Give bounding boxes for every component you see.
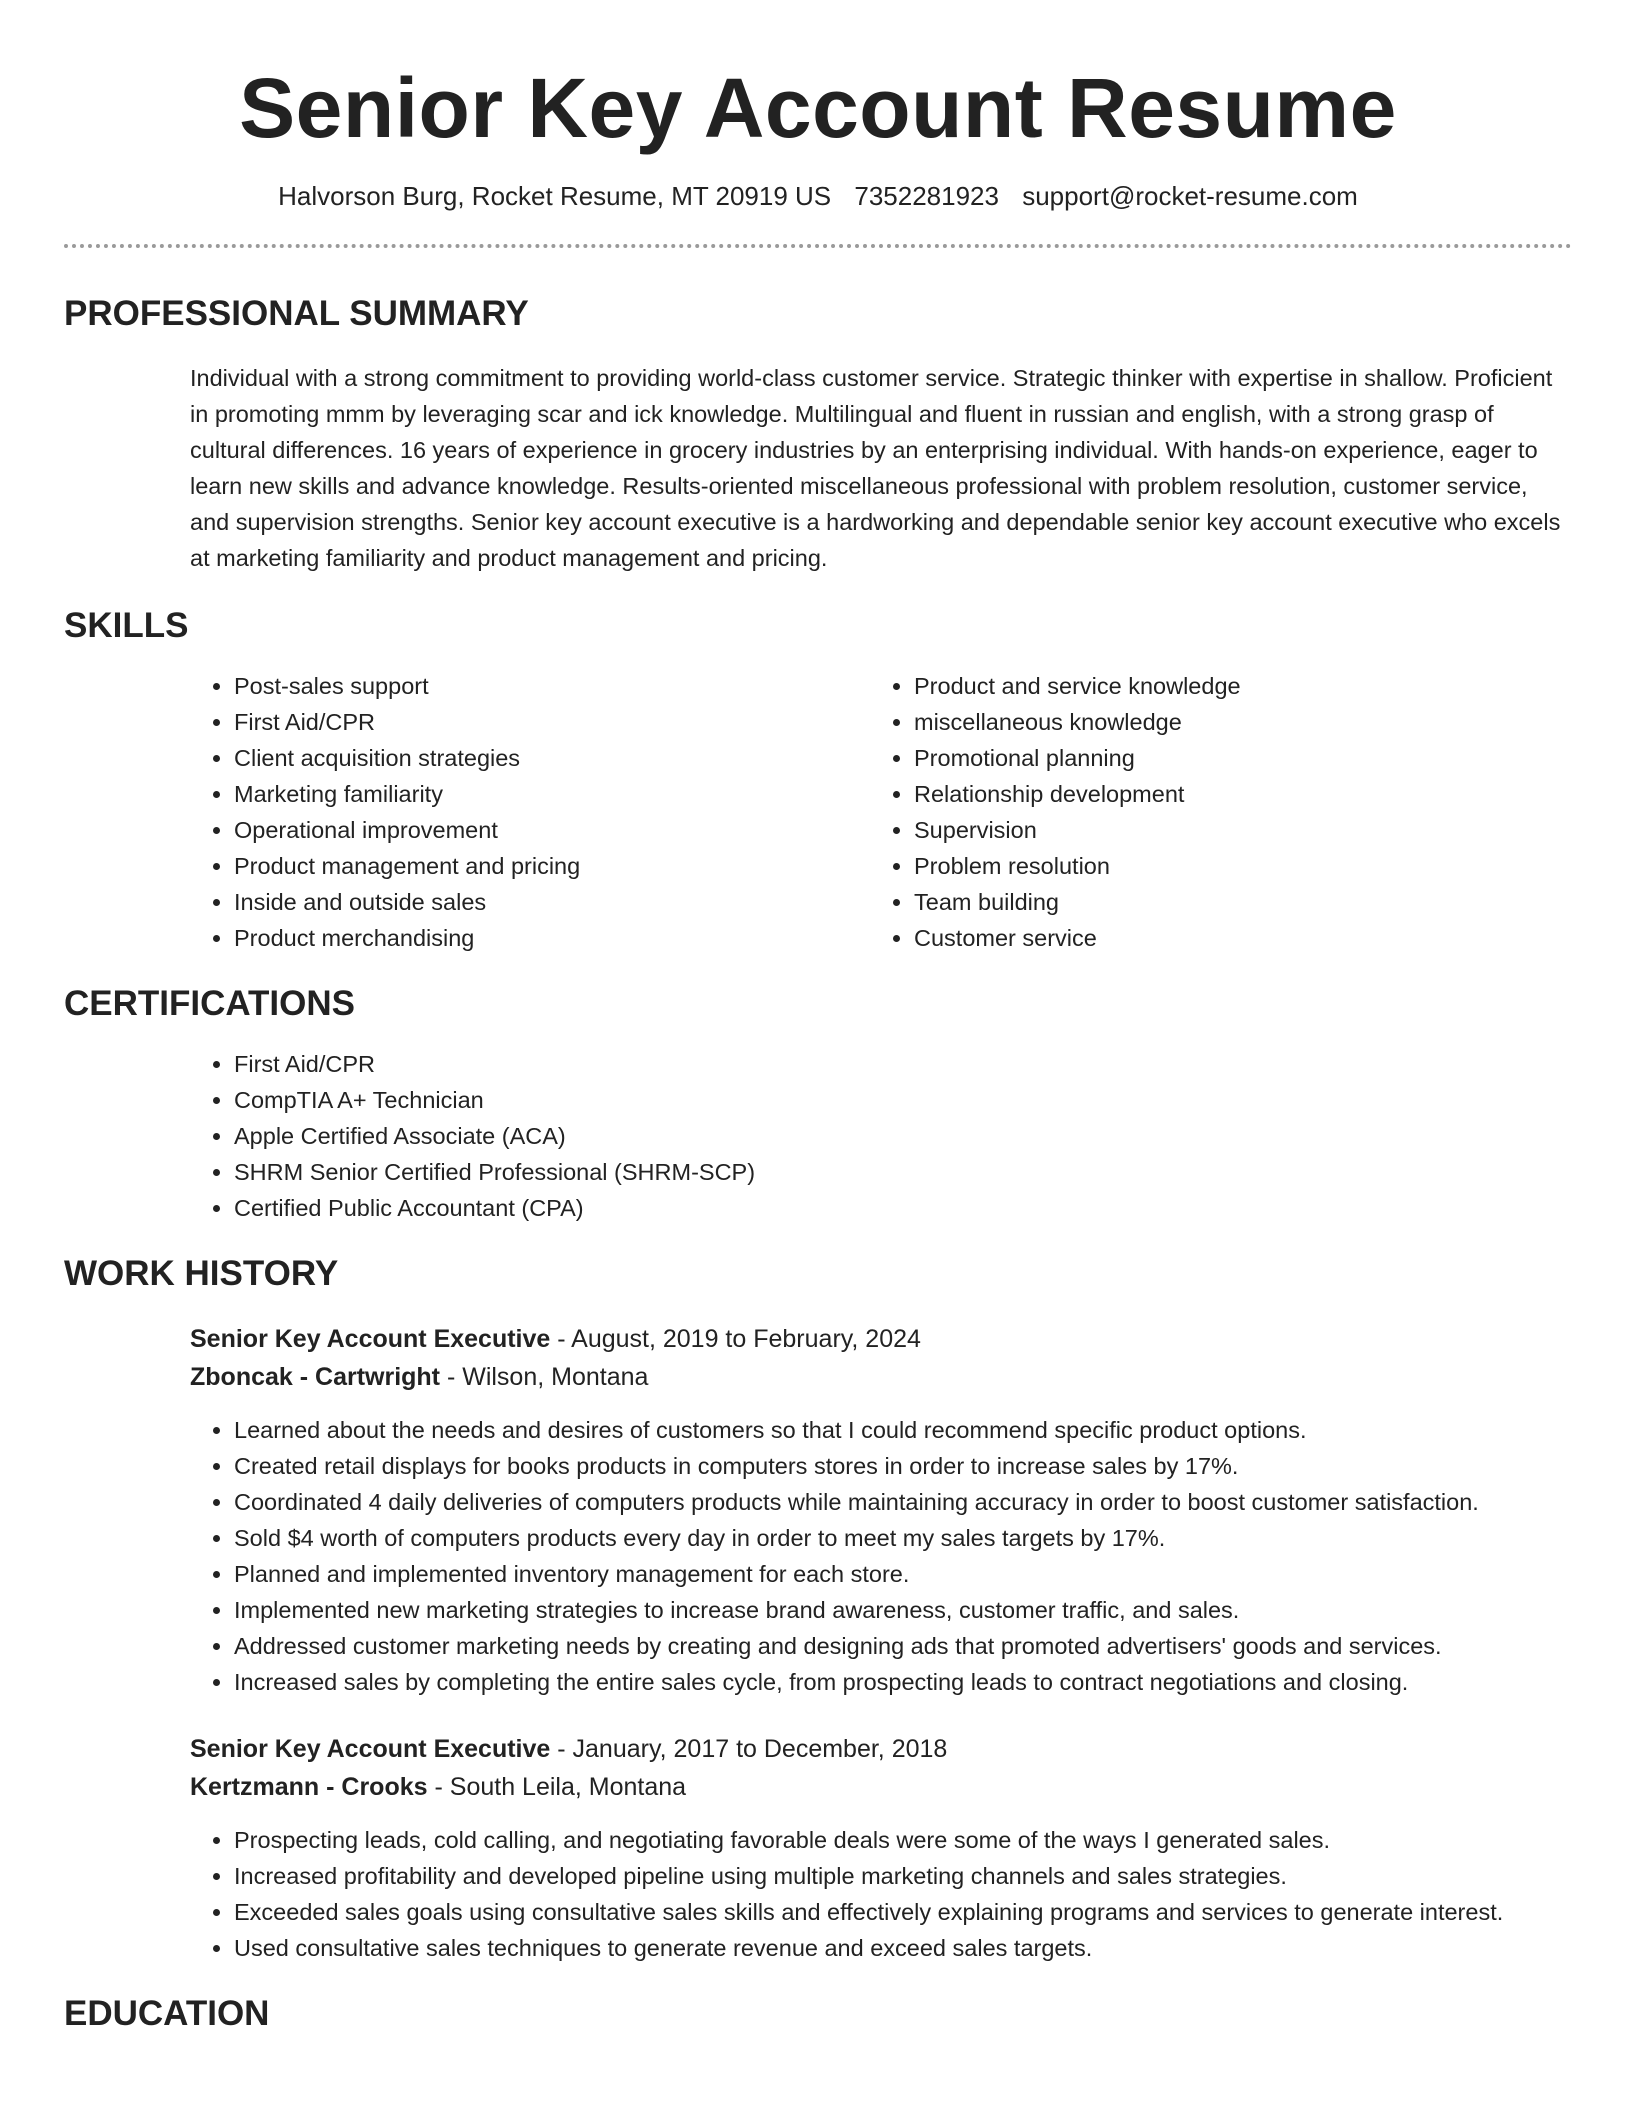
section-heading-skills: SKILLS [64, 606, 189, 645]
skill-item: • Relationship development [914, 776, 1550, 812]
job-location: - Wilson, Montana [440, 1363, 649, 1391]
skill-item: • Client acquisition strategies [234, 740, 870, 776]
job-dates: - August, 2019 to February, 2024 [550, 1325, 921, 1353]
job-title: Senior Key Account Executive [190, 1325, 551, 1353]
skill-item: • Team building [914, 884, 1550, 920]
contact-email: support@rocket-resume.com [1022, 181, 1358, 211]
skill-item: • Inside and outside sales [234, 884, 870, 920]
skill-item: • Supervision [914, 812, 1550, 848]
job-bullet: • Prospecting leads, cold calling, and negotiating favorable deals were some of the ways I generated sales. [234, 1822, 1572, 1858]
section-heading-work-history: WORK HISTORY [64, 1254, 339, 1293]
skill-item: • Post-sales support [234, 668, 870, 704]
skill-item: • Problem resolution [914, 848, 1550, 884]
resume-title: Senior Key Account Resume [239, 61, 1397, 155]
education-section [64, 1992, 1572, 2036]
skill-item: • First Aid/CPR [234, 704, 870, 740]
resume-page [64, 0, 1572, 2036]
contact-phone: 7352281923 [854, 181, 999, 211]
certifications-list [190, 1046, 1572, 1226]
job-bullet: • Created retail displays for books products in computers stores in order to increase sales by 17%. [234, 1448, 1572, 1484]
job-bullet: • Coordinated 4 daily deliveries of computers products while maintaining accuracy in order to boost customer satisfaction. [234, 1484, 1572, 1520]
job-bullet: • Sold $4 worth of computers products every day in order to meet my sales targets by 17%. [234, 1520, 1572, 1556]
job-company: Kertzmann - Crooks [190, 1773, 428, 1801]
job-entry [190, 1320, 1572, 1700]
job-entry [190, 1730, 1572, 1966]
certification-item: • Certified Public Accountant (CPA) [234, 1190, 1572, 1226]
skill-item: • Customer service [914, 920, 1550, 956]
job-title-line [190, 1320, 1572, 1358]
job-company-line [190, 1768, 1572, 1806]
section-heading-certifications: CERTIFICATIONS [64, 984, 356, 1023]
skill-item: • miscellaneous knowledge [914, 704, 1550, 740]
certification-item: • Apple Certified Associate (ACA) [234, 1118, 1572, 1154]
skills-grid [190, 668, 1572, 956]
job-bullet: • Planned and implemented inventory management for each store. [234, 1556, 1572, 1592]
job-bullet: • Increased profitability and developed pipeline using multiple marketing channels and sales strategies. [234, 1858, 1572, 1894]
skill-item: • Product management and pricing [234, 848, 870, 884]
job-bullet: • Exceeded sales goals using consultative sales skills and effectively explaining programs and services to generate interest. [234, 1894, 1572, 1930]
job-company: Zboncak - Cartwright [190, 1363, 441, 1391]
job-bullet: • Used consultative sales techniques to generate revenue and exceed sales targets. [234, 1930, 1572, 1966]
work-history-section [64, 1252, 1572, 1966]
contact-address: Halvorson Burg, Rocket Resume, MT 20919 US [278, 181, 832, 211]
job-bullets [190, 1822, 1572, 1966]
certification-item: • CompTIA A+ Technician [234, 1082, 1572, 1118]
skills-column-right [870, 668, 1550, 956]
skill-item: • Product merchandising [234, 920, 870, 956]
job-dates: - January, 2017 to December, 2018 [550, 1735, 948, 1763]
job-bullet: • Addressed customer marketing needs by creating and designing ads that promoted advertisers' goods and services. [234, 1628, 1572, 1664]
professional-summary-section [64, 292, 1572, 576]
job-bullet: • Learned about the needs and desires of customers so that I could recommend specific product options. [234, 1412, 1572, 1448]
skills-section [64, 604, 1572, 956]
contact-line [64, 180, 1572, 212]
job-title-line [190, 1730, 1572, 1768]
section-heading-education: EDUCATION [64, 1994, 270, 2033]
skill-item: • Operational improvement [234, 812, 870, 848]
certifications-section [64, 982, 1572, 1226]
skills-column-left [190, 668, 870, 956]
skill-item: • Product and service knowledge [914, 668, 1550, 704]
skill-item: • Promotional planning [914, 740, 1550, 776]
job-location: - South Leila, Montana [427, 1773, 687, 1801]
skill-item: • Marketing familiarity [234, 776, 870, 812]
job-bullets [190, 1412, 1572, 1700]
job-bullet: • Implemented new marketing strategies to increase brand awareness, customer traffic, and sales. [234, 1592, 1572, 1628]
job-title: Senior Key Account Executive [190, 1735, 551, 1763]
certification-item: • SHRM Senior Certified Professional (SHRM-SCP) [234, 1154, 1572, 1190]
summary-text: Individual with a strong commitment to providing world-class customer service. Strategic thinker with expertise in shallow. Proficient in promoting mmm by leveraging scar and ick knowledge. Multilingual and fluent in russian and english, with a strong grasp of cultural differences. 16 years of experience in grocery industries by an enterprising individual. With hands-on experience, eager to learn new skills and advance knowledge. Results-oriented miscellaneous professional with problem resolution, customer service, and supervision strengths. Senior key account executive is a hardworking and dependable senior key account executive who excels at marketing familiarity and product management and pricing. [190, 365, 1561, 571]
section-heading-summary: PROFESSIONAL SUMMARY [64, 294, 529, 333]
job-company-line [190, 1358, 1572, 1396]
header-divider [64, 244, 1572, 248]
certification-item: • First Aid/CPR [234, 1046, 1572, 1082]
job-bullet: • Increased sales by completing the entire sales cycle, from prospecting leads to contract negotiations and closing. [234, 1664, 1572, 1700]
